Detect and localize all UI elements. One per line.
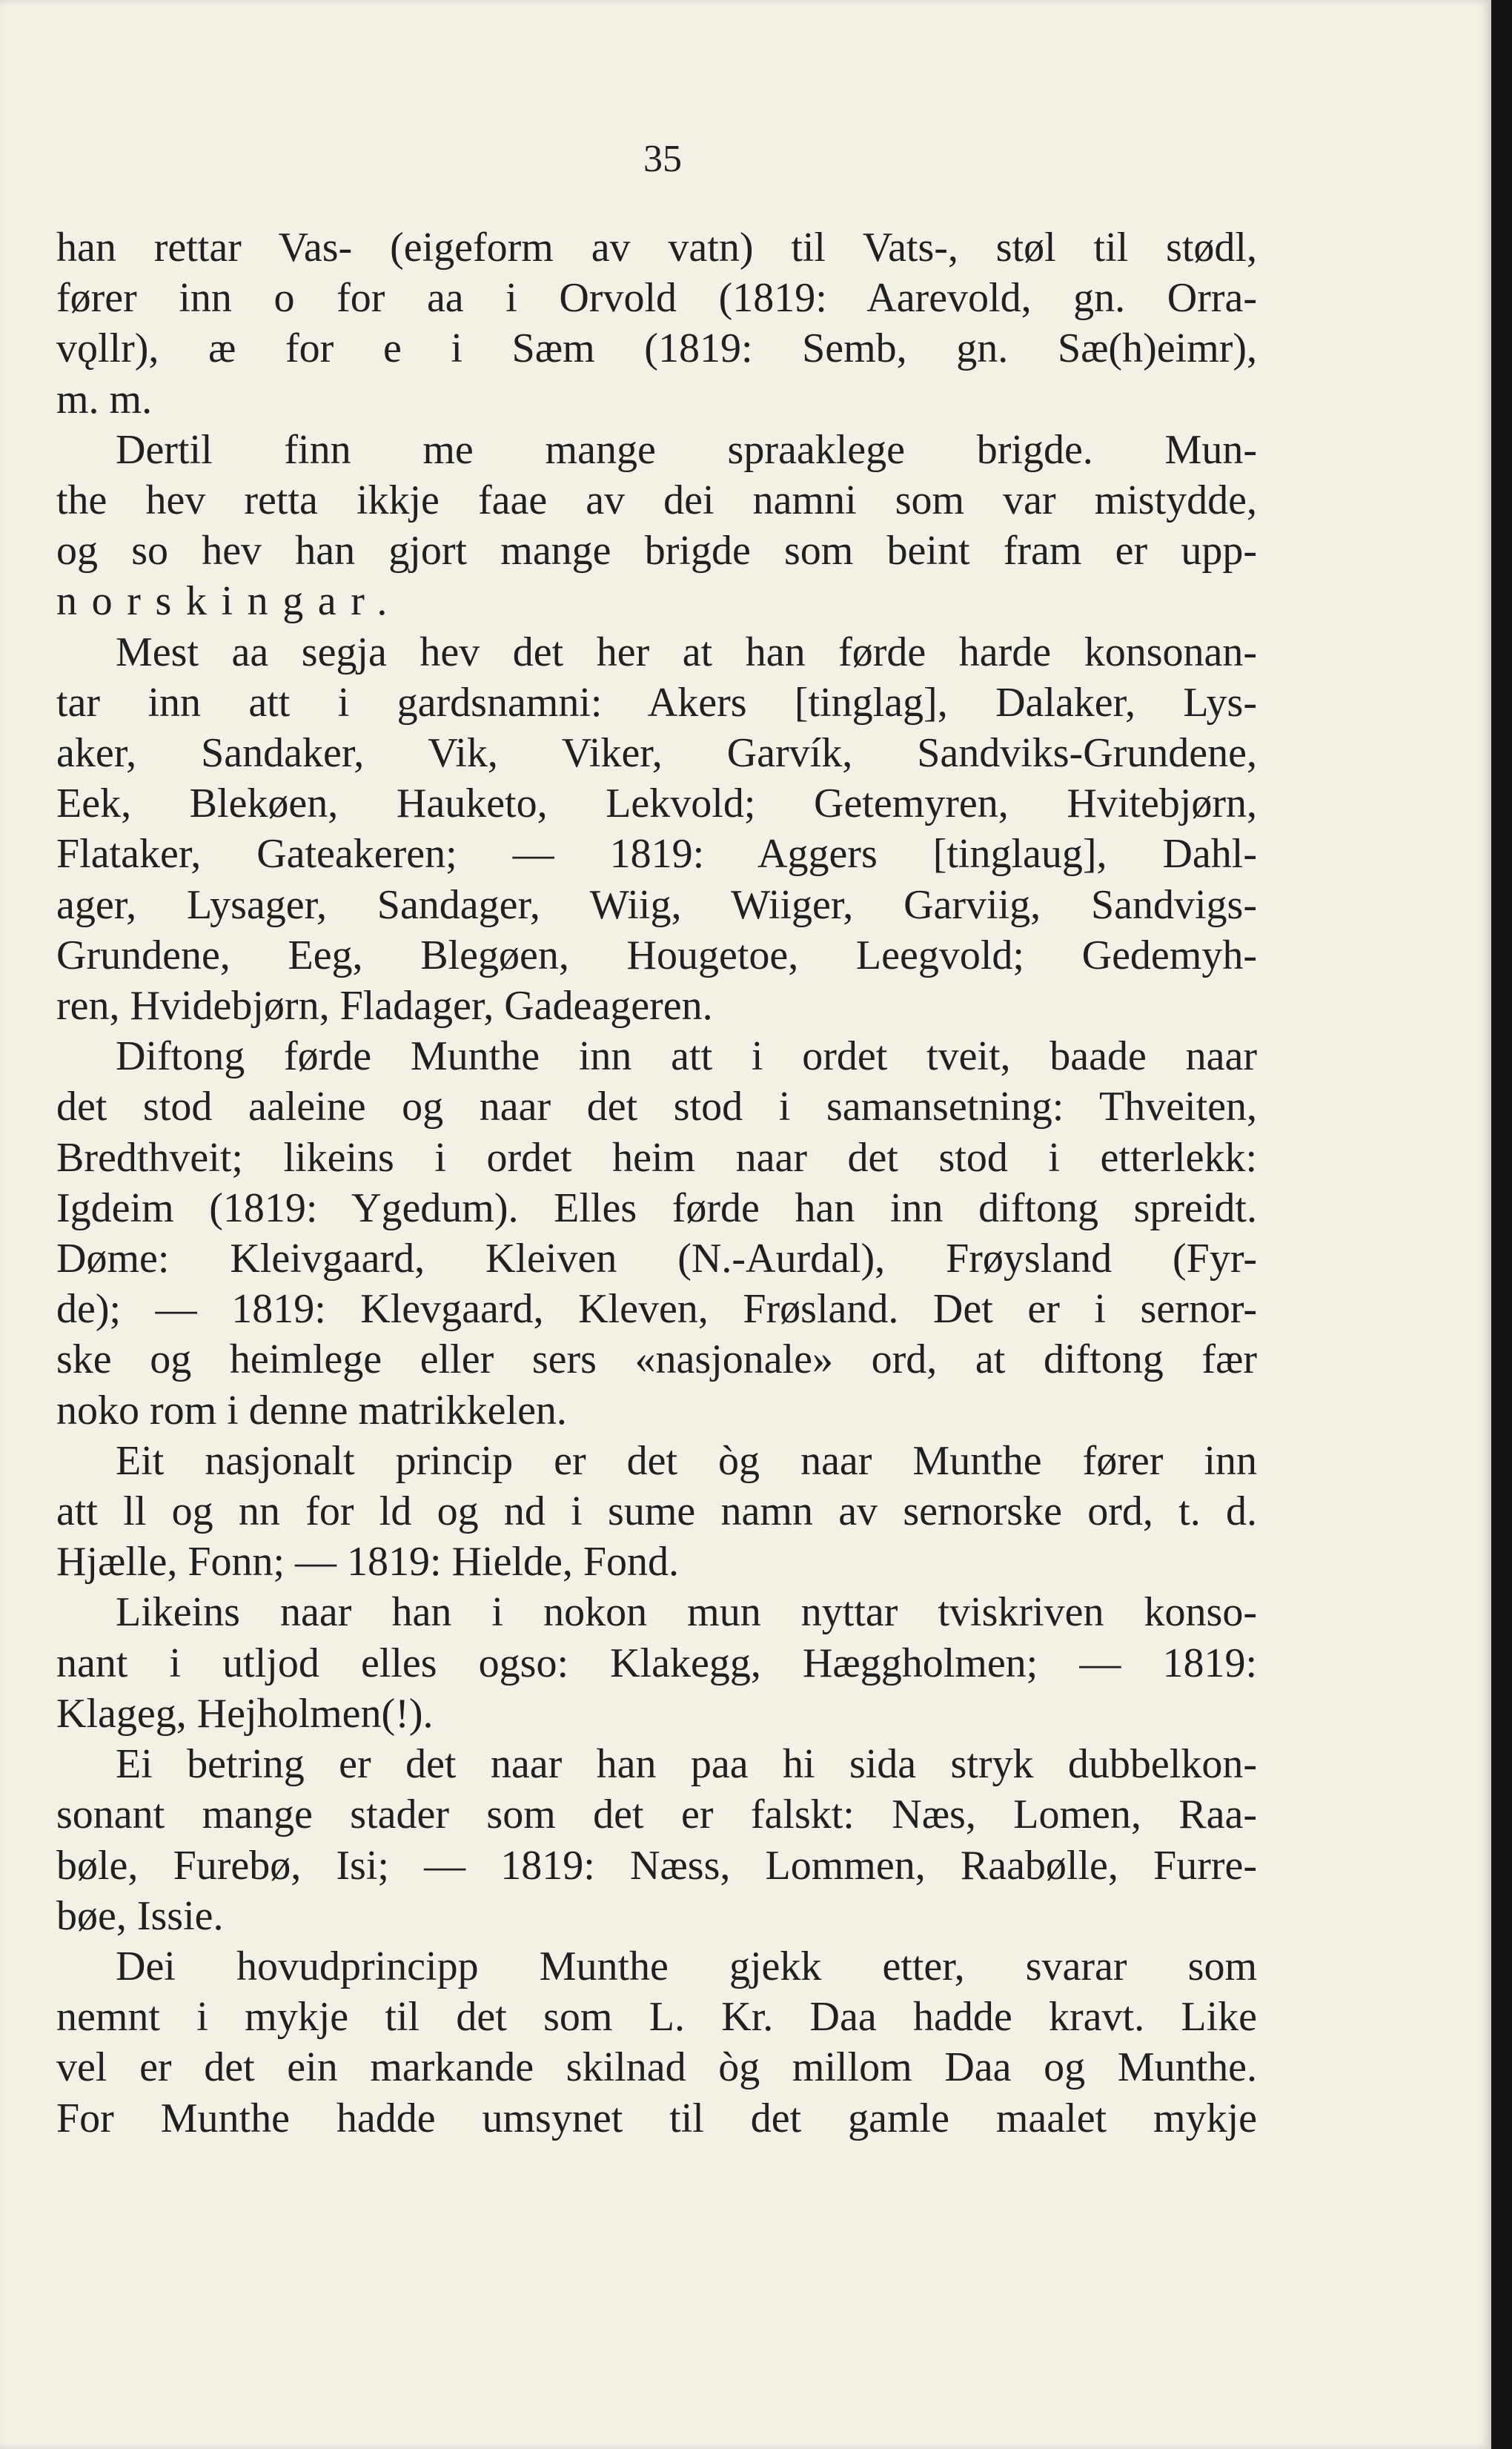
line-text: att ll og nn for ld og nd i sume namn av sernorske ord, t. d. <box>56 1488 1257 1535</box>
line-text: Eit nasjonalt princip er det òg naar Munthe fører inn <box>116 1437 1257 1484</box>
text-line <box>56 981 1257 1031</box>
text-line <box>56 1941 1257 1992</box>
text-line <box>56 627 1257 677</box>
text-line <box>56 829 1257 879</box>
text-line <box>56 1689 1257 1739</box>
text-line <box>56 1233 1257 1284</box>
line-text: bøe, Issie. <box>56 1892 224 1939</box>
line-text: Klageg, Hejholmen(!). <box>56 1690 434 1737</box>
line-text: Likeins naar han i nokon mun nyttar tviskriven konso- <box>116 1589 1257 1636</box>
line-text: Døme: Kleivgaard, Kleiven (N.-Aurdal), Frøysland (Fyr- <box>56 1236 1257 1282</box>
line-text: vel er det ein markande skilnad òg millom Daa og Munthe. <box>56 2044 1257 2091</box>
line-text: det stod aaleine og naar det stod i samansetning: Thveiten, <box>56 1084 1257 1130</box>
paragraph-3 <box>56 627 1257 1032</box>
text-line <box>56 323 1257 374</box>
line-text: nemnt i mykje til det som L. Kr. Daa hadde kravt. Like <box>56 1994 1257 2041</box>
line-text: nant i utljod elles ogso: Klakegg, Hæggholmen; — 1819: <box>56 1640 1257 1686</box>
line-text: ske og heimlege eller sers «nasjonale» ord, at diftong fær <box>56 1336 1257 1383</box>
text-line <box>56 526 1257 576</box>
line-text: Flataker, Gateakeren; — 1819: Aggers [tinglaug], Dahl- <box>56 831 1257 878</box>
paragraph-1 <box>56 222 1257 425</box>
line-text: Mest aa segja hev det her at han førde harde konsonan- <box>116 629 1257 675</box>
line-text: Dertil finn me mange spraaklege brigde. Mun- <box>116 426 1257 473</box>
line-text: norskingar. <box>56 578 402 625</box>
text-line <box>56 576 1257 626</box>
line-text: aker, Sandaker, Vik, Viker, Garvík, Sandviks-Grundene, <box>56 730 1257 777</box>
text-line <box>56 1739 1257 1789</box>
line-text: Grundene, Eeg, Blegøen, Hougetoe, Leegvold; Gedemyh- <box>56 932 1257 978</box>
line-text: ager, Lysager, Sandager, Wiig, Wiiger, Garviig, Sandvigs- <box>56 881 1257 928</box>
line-text: Eek, Blekøen, Hauketo, Lekvold; Getemyren, Hvitebjørn, <box>56 781 1257 827</box>
line-text: han rettar Vas- (eigeform av vatn) til Vats-, støl til stødl, <box>56 225 1257 271</box>
text-line <box>56 1992 1257 2042</box>
text-line <box>56 222 1257 273</box>
paragraph-2 <box>56 425 1257 627</box>
line-text: Dei hovudprincipp Munthe gjekk etter, svarar som <box>116 1943 1257 1989</box>
line-text: Igdeim (1819: Ygedum). Elles førde han inn diftong spreidt. <box>56 1184 1257 1231</box>
page-number: 35 <box>643 138 682 180</box>
line-text: sonant mange stader som det er falskt: Næs, Lomen, Raa- <box>56 1792 1257 1838</box>
text-line <box>56 1133 1257 1183</box>
line-text: bøle, Furebø, Isi; — 1819: Næss, Lommen, Raabølle, Furre- <box>56 1842 1257 1889</box>
line-text: tar inn att i gardsnamni: Akers [tinglag], Dalaker, Lys- <box>56 679 1257 726</box>
text-line <box>56 1891 1257 1941</box>
text-line <box>56 374 1257 425</box>
line-text: Hjælle, Fonn; — 1819: Hielde, Fond. <box>56 1539 679 1585</box>
text-line <box>56 2042 1257 2092</box>
text-line <box>56 1031 1257 1081</box>
text-line <box>56 425 1257 475</box>
text-line <box>56 273 1257 323</box>
line-text: og so hev han gjort mange brigde som beint fram er upp- <box>56 528 1257 574</box>
text-line <box>56 677 1257 728</box>
text-line <box>56 930 1257 981</box>
text-line <box>56 1436 1257 1486</box>
paragraph-8 <box>56 1941 1257 2144</box>
text-line <box>56 1334 1257 1385</box>
body-text <box>56 222 1257 2144</box>
text-line <box>56 1840 1257 1891</box>
text-line <box>56 1284 1257 1334</box>
line-text: fører inn o for aa i Orvold (1819: Aarevold, gn. Orra- <box>56 275 1257 322</box>
text-line <box>56 1385 1257 1436</box>
line-text: m. m. <box>56 376 153 422</box>
text-line <box>56 1638 1257 1689</box>
paragraph-7 <box>56 1739 1257 1941</box>
line-text: Ei betring er det naar han paa hi sida stryk dubbelkon- <box>116 1741 1257 1788</box>
line-text: the hev retta ikkje faae av dei namni som var mistydde, <box>56 477 1257 524</box>
text-line <box>56 778 1257 829</box>
line-text: Bredthveit; likeins i ordet heim naar det stod i etterlekk: <box>56 1134 1257 1181</box>
line-text: ren, Hvidebjørn, Fladager, Gadeageren. <box>56 983 713 1030</box>
text-line <box>56 728 1257 778</box>
line-text: For Munthe hadde umsynet til det gamle maalet mykje <box>56 2095 1257 2141</box>
line-text: vǫllr), æ for e i Sæm (1819: Semb, gn. Sæ(h)eimr), <box>56 325 1257 372</box>
paragraph-5 <box>56 1436 1257 1588</box>
text-line <box>56 1537 1257 1587</box>
text-line <box>56 1081 1257 1132</box>
text-line <box>56 880 1257 930</box>
text-line <box>56 1789 1257 1840</box>
text-line <box>56 1183 1257 1233</box>
line-text: de); — 1819: Klevgaard, Kleven, Frøsland. Det er i sernor- <box>56 1286 1257 1333</box>
text-line <box>56 475 1257 526</box>
paragraph-6 <box>56 1587 1257 1739</box>
text-line <box>56 2093 1257 2144</box>
line-text: Diftong førde Munthe inn att i ordet tveit, baade naar <box>116 1033 1257 1080</box>
text-line <box>56 1587 1257 1637</box>
line-text: noko rom i denne matrikkelen. <box>56 1387 567 1434</box>
text-line <box>56 1486 1257 1537</box>
paragraph-4 <box>56 1031 1257 1436</box>
